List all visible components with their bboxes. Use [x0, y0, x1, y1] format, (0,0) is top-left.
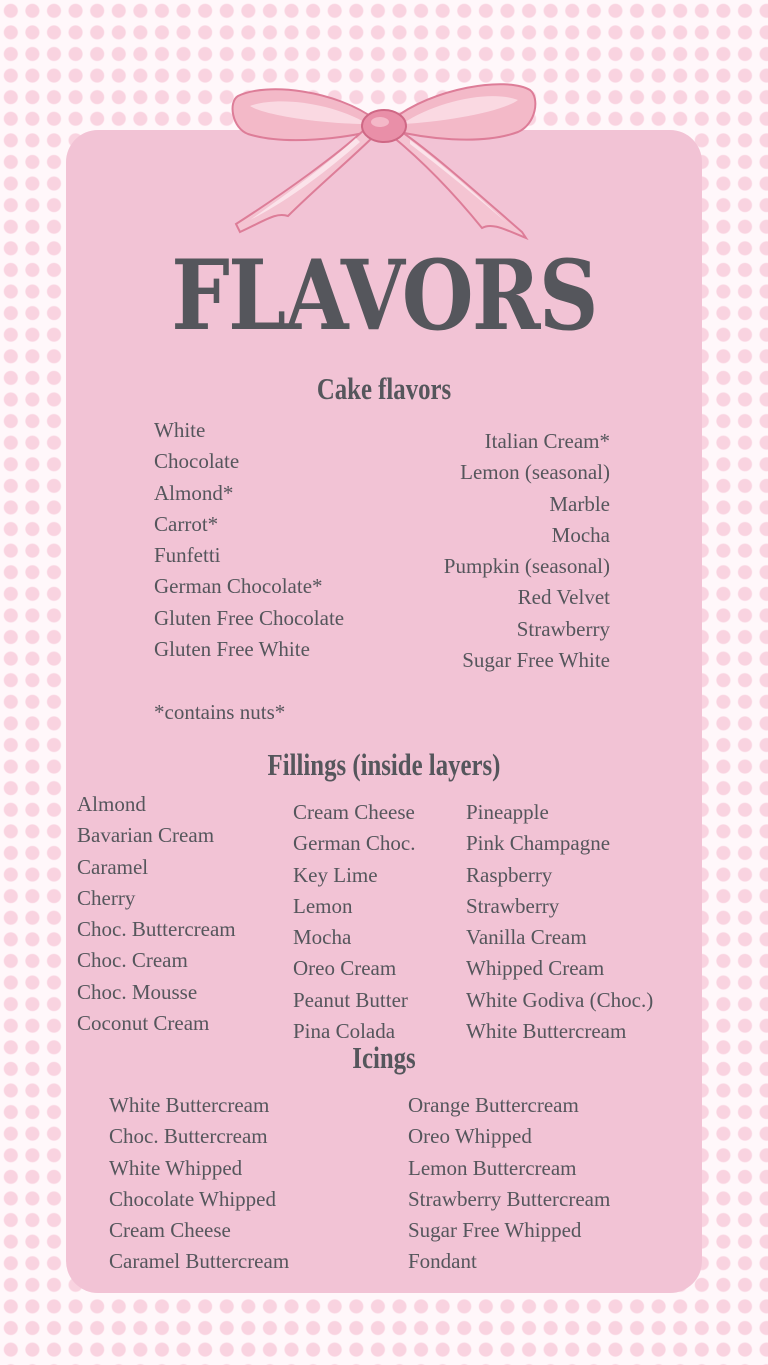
- list-item: Strawberry Buttercream: [408, 1186, 611, 1211]
- list-item: White Whipped: [109, 1155, 243, 1180]
- list-item: Mocha: [293, 925, 352, 950]
- ribbon-bow-icon: [226, 72, 542, 247]
- list-item: Oreo Cream: [293, 956, 397, 981]
- cake-flavors-heading: Cake flavors: [316, 371, 452, 406]
- list-item: Raspberry: [466, 862, 553, 887]
- list-item: Bavarian Cream: [77, 823, 215, 848]
- list-item: Caramel Buttercream: [109, 1249, 290, 1274]
- list-item: Choc. Buttercream: [77, 917, 236, 942]
- list-item: Italian Cream*: [484, 429, 610, 453]
- list-item: Chocolate Whipped: [109, 1186, 276, 1211]
- list-item: Key Lime: [293, 862, 378, 887]
- list-item: White Buttercream: [466, 1019, 627, 1044]
- icings-heading: Icings: [352, 1040, 416, 1075]
- list-item: Almond: [77, 792, 146, 816]
- cake-flavors-right-list: [444, 426, 610, 676]
- icings-left-list: [109, 1090, 289, 1278]
- list-item: Red Velvet: [517, 585, 610, 610]
- list-item: Choc. Cream: [77, 948, 188, 973]
- list-item: German Choc.: [293, 831, 416, 856]
- nuts-note: *contains nuts*: [154, 700, 286, 724]
- list-item: Gluten Free White: [154, 637, 310, 662]
- list-item: Choc. Buttercream: [109, 1124, 268, 1149]
- list-item: White: [154, 418, 206, 442]
- list-item: Fondant: [408, 1249, 477, 1274]
- list-item: Vanilla Cream: [466, 925, 587, 950]
- list-item: Lemon (seasonal): [460, 460, 610, 485]
- list-item: Oreo Whipped: [408, 1124, 532, 1149]
- list-item: White Godiva (Choc.): [466, 987, 654, 1012]
- list-item: German Chocolate*: [154, 574, 323, 599]
- list-item: Strawberry: [516, 616, 610, 641]
- list-item: Whipped Cream: [466, 956, 605, 981]
- list-item: Peanut Butter: [293, 987, 408, 1012]
- list-item: Caramel: [77, 854, 149, 879]
- list-item: Lemon: [293, 893, 353, 918]
- list-item: Choc. Mousse: [77, 979, 198, 1004]
- cake-flavors-left-list: [154, 415, 344, 665]
- list-item: Cherry: [77, 885, 136, 910]
- list-item: Pumpkin (seasonal): [443, 554, 610, 579]
- list-item: Funfetti: [154, 543, 221, 568]
- list-item: Marble: [549, 491, 610, 516]
- list-item: Lemon Buttercream: [408, 1155, 577, 1180]
- list-item: Mocha: [551, 522, 610, 547]
- list-item: Sugar Free White: [462, 648, 610, 673]
- list-item: Pina Colada: [293, 1019, 396, 1044]
- list-item: Almond*: [154, 480, 234, 505]
- fillings-col3-list: [466, 797, 653, 1047]
- list-item: Pink Champagne: [466, 831, 611, 856]
- icings-right-list: [408, 1090, 610, 1278]
- fillings-col1-list: [77, 789, 236, 1039]
- list-item: Pineapple: [466, 800, 549, 824]
- list-item: Carrot*: [154, 511, 219, 536]
- list-item: Gluten Free Chocolate: [154, 605, 345, 630]
- fillings-heading: Fillings (inside layers): [267, 747, 501, 782]
- page-title: FLAVORS: [171, 239, 597, 352]
- fillings-col2-list: [293, 797, 415, 1047]
- list-item: White Buttercream: [109, 1093, 270, 1117]
- list-item: Strawberry: [466, 893, 560, 918]
- list-item: Sugar Free Whipped: [408, 1218, 582, 1243]
- list-item: Cream Cheese: [293, 800, 415, 824]
- list-item: Orange Buttercream: [408, 1093, 579, 1117]
- list-item: Cream Cheese: [109, 1218, 231, 1243]
- list-item: Coconut Cream: [77, 1011, 210, 1036]
- list-item: Chocolate: [154, 449, 240, 474]
